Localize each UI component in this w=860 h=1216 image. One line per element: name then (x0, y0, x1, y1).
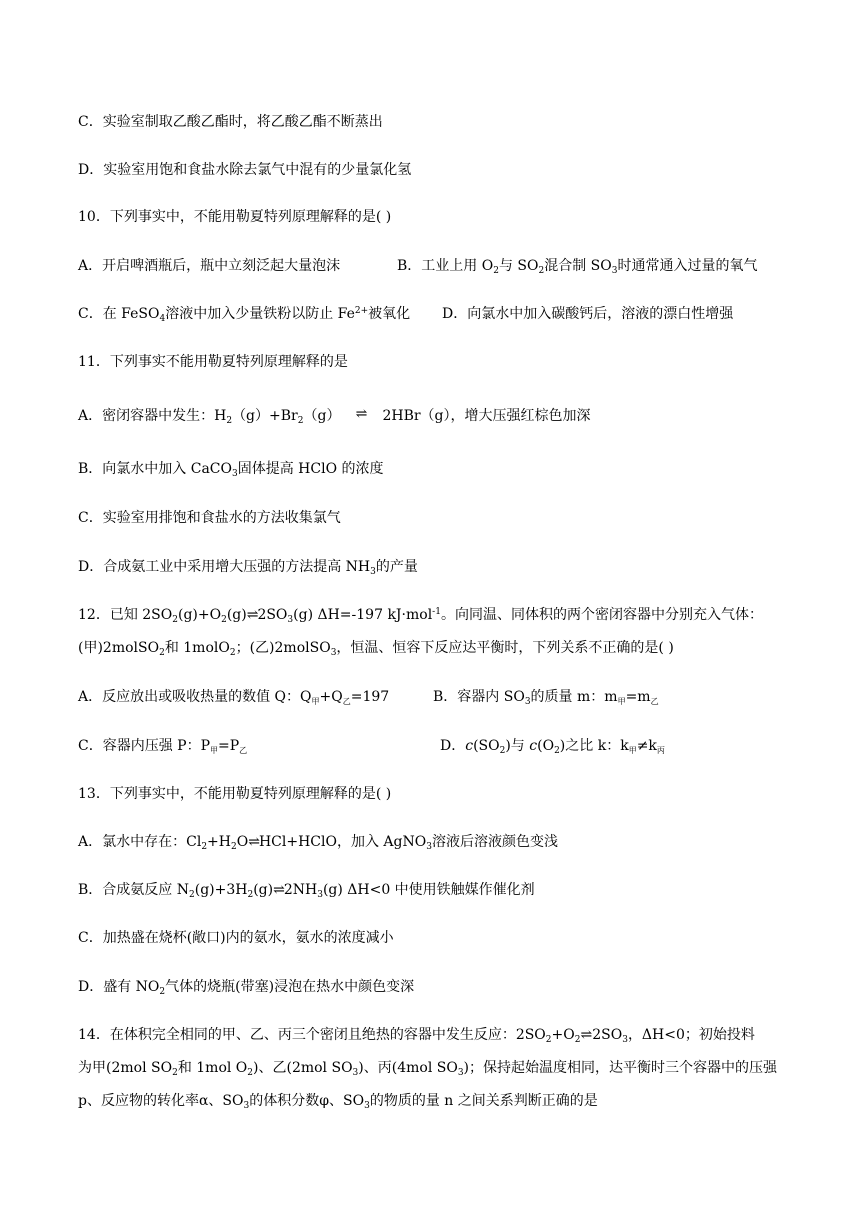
question-13-option-c: C．加热盛在烧杯(敞口)内的氨水，氨水的浓度减小 (78, 930, 394, 946)
question-10-stem: 10．下列事实中，不能用勒夏特列原理解释的是( ) (78, 209, 392, 225)
question-13-option-d: D．盛有 $NO_2$气体的烧瓶(带塞)浸泡在热水中颜色变深 (78, 979, 415, 997)
question-14-stem-line2: 为甲(2mol $SO_2$和 1mol $O_2$)、乙(2mol $SO_3$)、丙(4mol $SO_3$)；保持起始温度相同，达平衡时三个容器中的压强 (78, 1060, 778, 1078)
question-11-option-a: A．密闭容器中发生：$H_2(g)+Br_2(g)$ ⇌ 2HBr（g），增大压强红棕色加深 (78, 406, 591, 426)
question-12-option-a: A．反应放出或吸收热量的数值 Q：$Q_甲+Q_乙=197$ (78, 689, 390, 706)
question-11-option-b: B．向氯水中加入 CaCO$_3$固体提高 HClO 的浓度 (78, 461, 384, 479)
option-c-ester: C．实验室制取乙酸乙酯时，将乙酸乙酯不断蒸出 (78, 114, 383, 130)
equilibrium-arrow-icon: ⇌ (248, 834, 259, 850)
equilibrium-arrow-icon: ⇌ (246, 607, 258, 623)
question-13-option-b: B．合成氨反应 $N_2(g)+3H_2(g)\rightleftharpoons 2NH_3(g)$ ΔH<0 中使用铁触媒作催化剂 (78, 882, 535, 900)
equilibrium-arrow-icon: ⇌ (355, 406, 368, 422)
question-14-stem-line3: p、反应物的转化率α、$SO_3$的体积分数φ、$SO_3$的物质的量 n 之间关系判断正确的是 (78, 1093, 598, 1111)
option-d-brine: D．实验室用饱和食盐水除去氯气中混有的少量氯化氢 (78, 162, 412, 178)
question-11-stem: 11．下列事实不能用勒夏特列原理解释的是 (78, 354, 348, 370)
question-13-stem: 13．下列事实中，不能用勒夏特列原理解释的是( ) (78, 786, 392, 802)
question-11-option-c: C．实验室用排饱和食盐水的方法收集氯气 (78, 510, 341, 526)
question-12-option-c: C．容器内压强 P：$P_甲=P_乙$ (78, 738, 248, 755)
question-12-option-d: D．$c(SO_2)$与 $c(O_2)$之比 k：$k_甲\ne k_丙$ (440, 738, 665, 756)
question-11-option-d: D．合成氨工业中采用增大压强的方法提高 $NH_3$的产量 (78, 559, 418, 577)
question-10-option-a: A．开启啤酒瓶后，瓶中立刻泛起大量泡沫 (78, 258, 341, 274)
question-12-stem-line2: (甲)2molSO$_2$和 1molO$_2$；(乙)2molSO$_3$，恒温、恒容下反应达平衡时，下列关系不正确的是( ) (78, 640, 674, 658)
question-13-option-a: A．氯水中存在：$Cl_2+H_2O\rightleftharpoons HCl+HClO$，加入 AgNO$_3$溶液后溶液颜色变浅 (78, 834, 558, 852)
question-12-stem-line1: 12．已知 $2SO_2(g)+O_2(g)\rightleftharpoons 2SO_3(g)$ ΔH=-197 kJ·mol$^{-1}$。向同温、同体积的两个密闭容器中分别充入气体： (78, 607, 763, 625)
question-14-stem-line1: 14．在体积完全相同的甲、乙、丙三个密闭且绝热的容器中发生反应：$2SO_2+O_2\rightleftharpoons 2SO_3$，ΔH<0；初始投料 (78, 1027, 755, 1045)
equilibrium-arrow-icon: ⇌ (273, 882, 284, 898)
question-10-option-b: B．工业上用 $O_2$与 $SO_2$混合制 $SO_3$时通常通入过量的氧气 (397, 258, 758, 276)
question-12-option-b: B．容器内 $SO_3$的质量 m：$m_甲=m_乙$ (433, 689, 659, 707)
question-10-option-d: D．向氯水中加入碳酸钙后，溶液的漂白性增强 (442, 306, 734, 322)
question-10-option-c: C．在 FeSO$_4$溶液中加入少量铁粉以防止 $Fe^{2+}$被氧化 (78, 306, 411, 324)
